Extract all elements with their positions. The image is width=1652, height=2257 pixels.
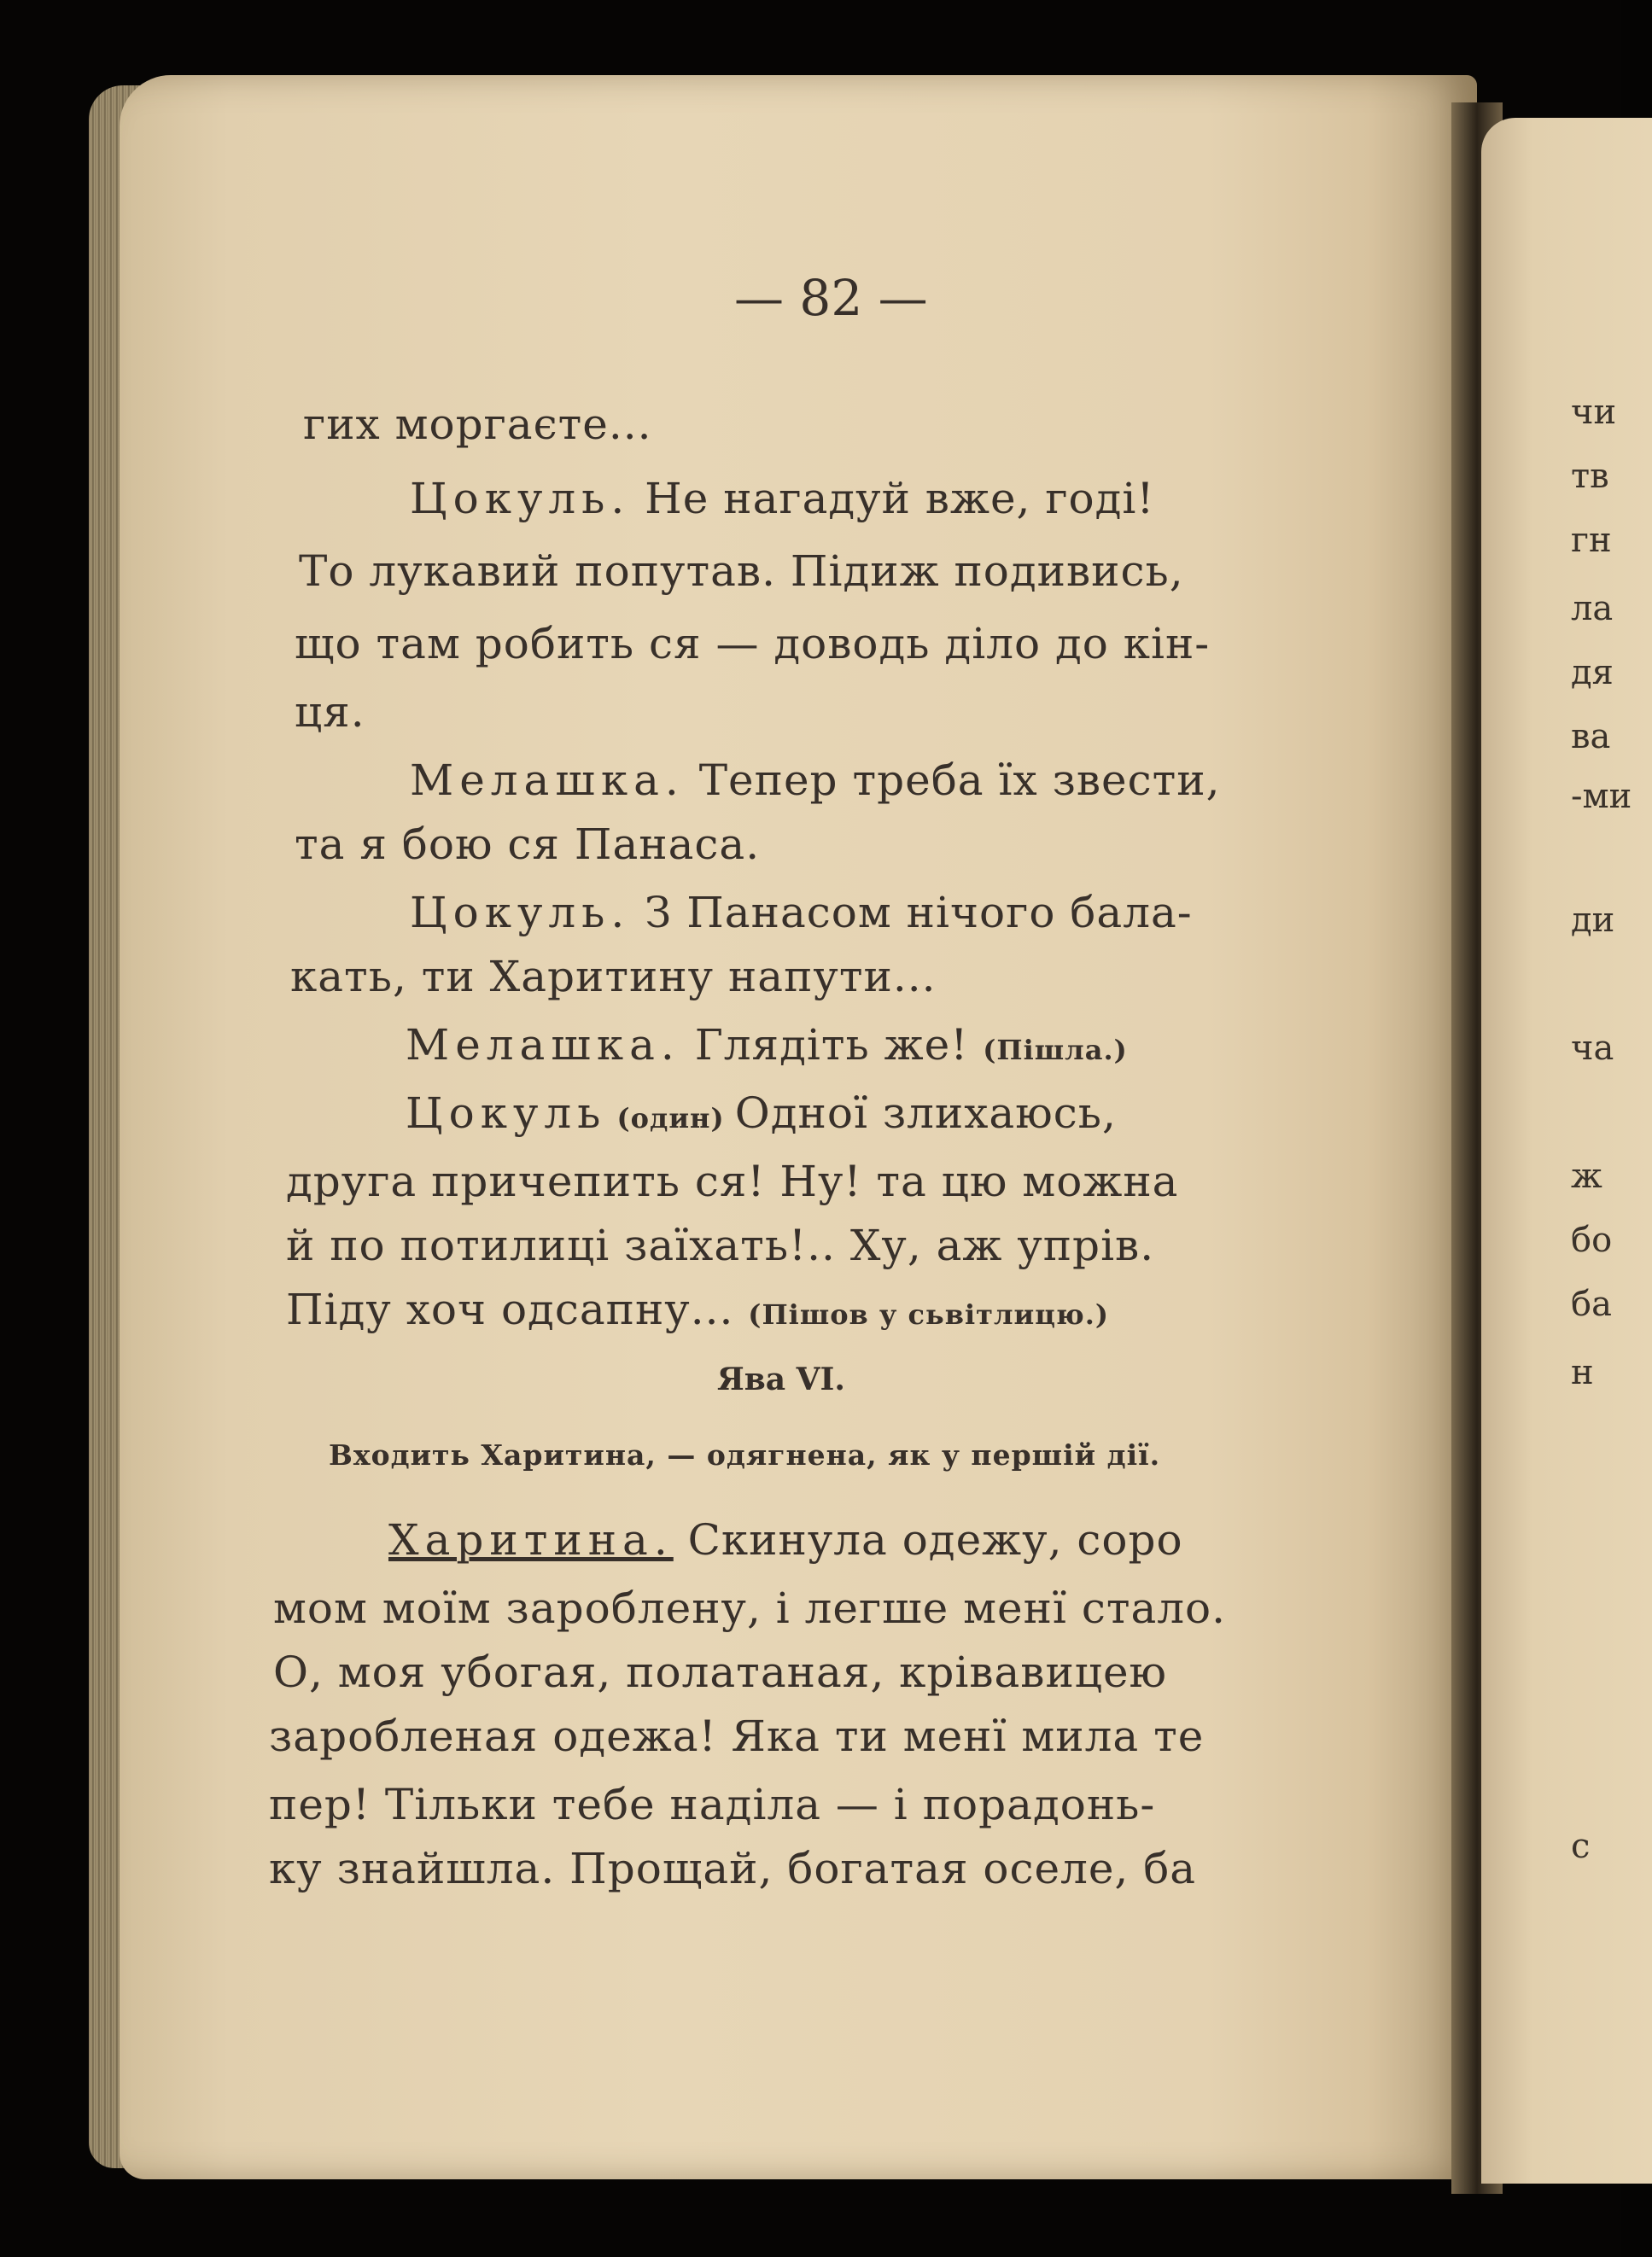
- text-line: й по потилиці заїхать!.. Ху, аж упрів.: [286, 1221, 1155, 1270]
- speaker-name: Мелашка.: [410, 755, 685, 805]
- right-page-fragment: ж: [1571, 1157, 1602, 1196]
- speaker-name: Харитина.: [388, 1515, 674, 1565]
- stage-direction: (один): [606, 1102, 735, 1134]
- dialogue-line: Цокуль. Не нагадуй вже, годі!: [410, 474, 1155, 523]
- right-page-fragment: ди: [1571, 901, 1615, 940]
- right-page-fragment: дя: [1571, 653, 1614, 692]
- speaker-name: Цокуль.: [410, 888, 631, 937]
- right-page-fragment: н: [1571, 1353, 1594, 1392]
- text-line: О, моя убогая, полатаная, крівавицею: [273, 1648, 1168, 1697]
- dialogue-line: Мелашка. Глядіть же! (Пішла.): [406, 1020, 1128, 1070]
- right-page-fragment: чи: [1571, 393, 1617, 432]
- right-page-fragment: тв: [1571, 457, 1609, 496]
- right-page-fragment: ла: [1571, 589, 1614, 628]
- dialogue-line: Цокуль. З Панасом нічого бала-: [410, 888, 1193, 937]
- text-line: ку знайшла. Прощай, богатая оселе, ба: [269, 1844, 1197, 1893]
- speaker-name: Цокуль.: [410, 474, 631, 523]
- text-line: ця.: [295, 687, 365, 737]
- text-line: що там робить ся — доводь діло до кін-: [295, 619, 1211, 668]
- text-line: заробленая одежа! Яка ти менї мила те: [269, 1712, 1205, 1761]
- text-line: пер! Тільки тебе наділа — і порадонь-: [269, 1780, 1156, 1829]
- right-page: [1481, 118, 1652, 2184]
- right-page-fragment: ба: [1571, 1285, 1612, 1324]
- dialogue-line: Мелашка. Тепер треба їх звести,: [410, 755, 1221, 805]
- text-line: та я бою ся Панаса.: [295, 819, 761, 869]
- dialogue-line: Цокуль (один) Одної злихаюсь,: [406, 1088, 1117, 1138]
- right-page-fragment: гн: [1571, 521, 1612, 560]
- text-line: мом моїм зароблену, і легше менї стало.: [273, 1583, 1227, 1633]
- speaker-name: Цокуль: [406, 1088, 607, 1138]
- stage-direction: (Пішов у сьвітлицю.): [748, 1298, 1109, 1331]
- page-number: — 82 —: [734, 269, 928, 327]
- right-page-fragment: бо: [1571, 1221, 1613, 1260]
- stage-direction: (Пішла.): [983, 1034, 1128, 1066]
- right-page-fragment: -ми: [1571, 777, 1632, 816]
- right-page-fragment: ча: [1571, 1029, 1614, 1068]
- text-line: Піду хоч одсапну... (Пішов у сьвітлицю.): [286, 1285, 1109, 1334]
- text-line: То лукавий попутав. Підиж подивись,: [299, 546, 1184, 596]
- right-page-fragment: с: [1571, 1827, 1591, 1866]
- scene-heading: Ява VI.: [717, 1362, 845, 1397]
- text-line: гих моргаєте...: [303, 399, 652, 449]
- speaker-name: Мелашка.: [406, 1020, 680, 1070]
- text-line: кать, ти Харитину напути...: [290, 952, 937, 1001]
- text-line: друга причепить ся! Ну! та цю можна: [286, 1157, 1179, 1206]
- scene-direction: Входить Харитина, — одягнена, як у першій дії.: [329, 1438, 1161, 1472]
- dialogue-line: Харитина. Скинула одежу, соро: [388, 1515, 1183, 1565]
- right-page-fragment: ва: [1571, 717, 1611, 756]
